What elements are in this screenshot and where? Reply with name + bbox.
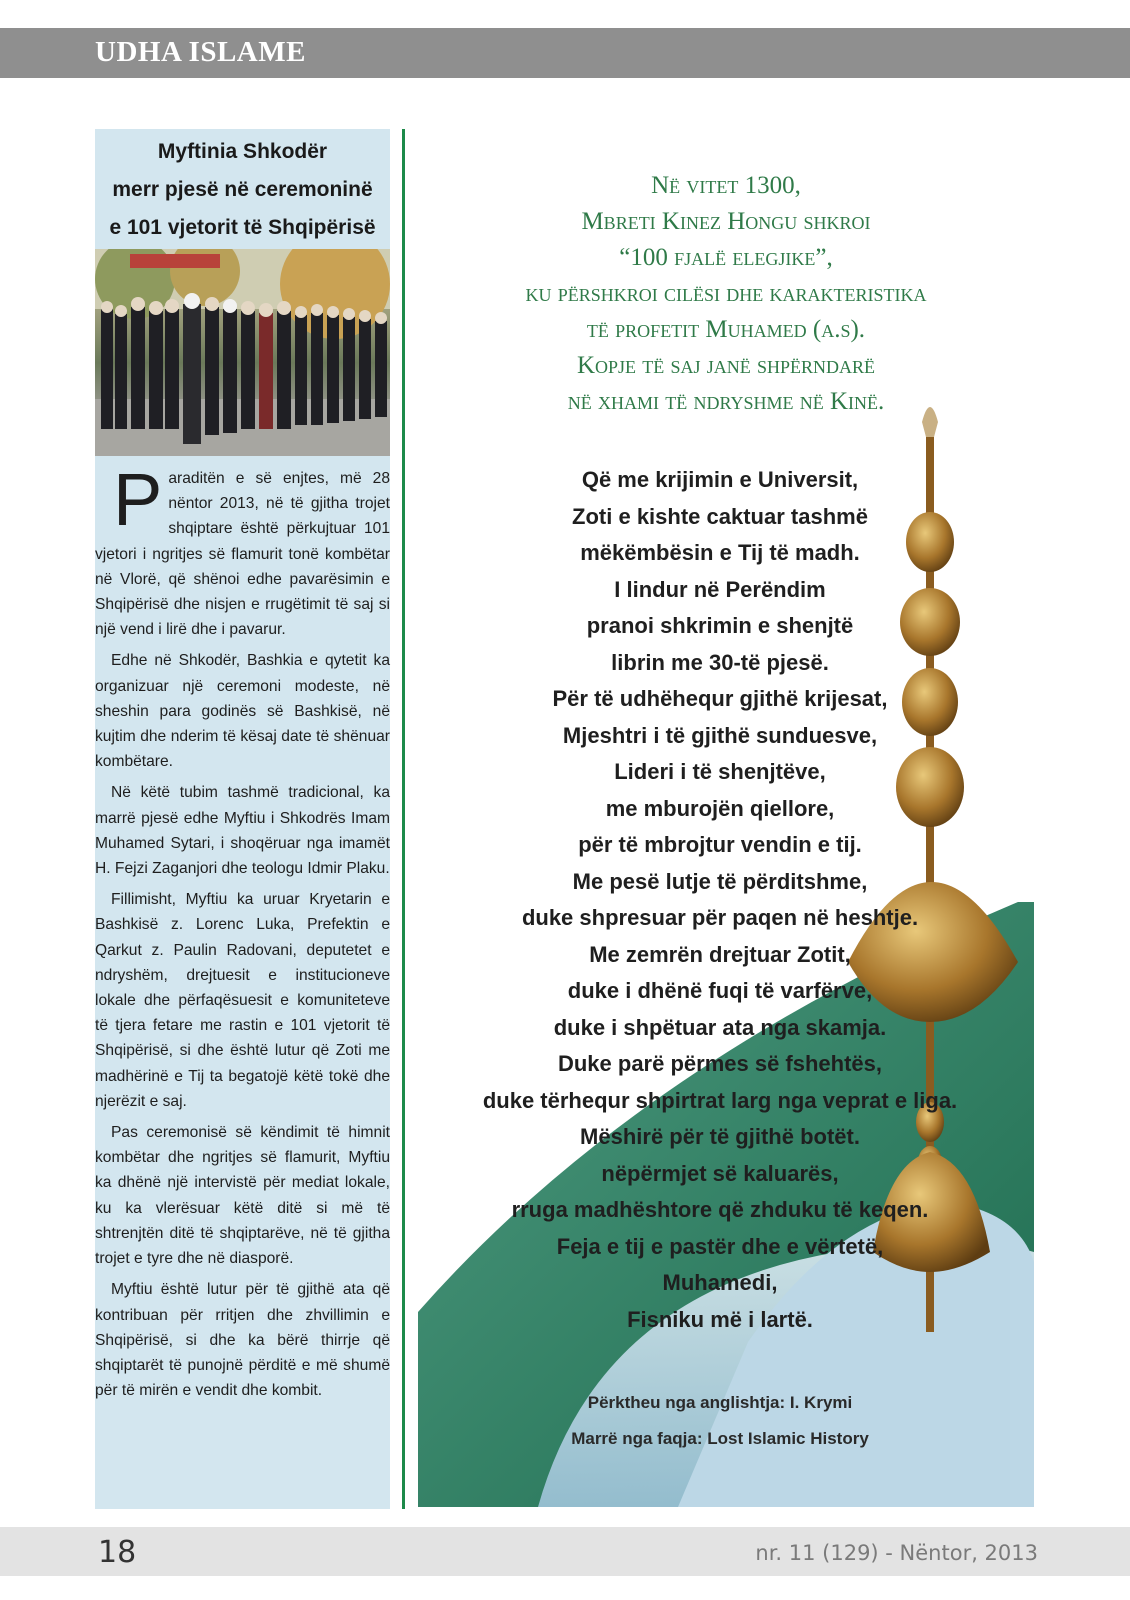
heading-line: Mbreti Kinez Hongu shkroi — [581, 208, 871, 235]
poem-line: Me zemrën drejtuar Zotit, — [589, 941, 851, 967]
translator-credit: Përktheu nga anglishtja: I. Krymi — [587, 1393, 853, 1412]
poem-line: me mburojën qiellore, — [605, 795, 835, 821]
poem-line: Për të udhëhequr gjithë krijesat, — [552, 686, 888, 711]
drop-cap: P — [113, 458, 163, 541]
poem-line: Mëshirë për të gjithë botët. — [580, 1124, 860, 1149]
article-paragraph: Pas ceremonisë së këndimit të himnit kombëtar dhe ngritjes së flamurit, Myftiu ka dhënë një intervistë për mediat lokale, ku ka vlerësuar këtë ditë si më të shtrenjtën ditë të shqiptarëve, në të gjitha trojet e tyre dhe në diasporë. — [95, 1124, 390, 1268]
ceremony-photo — [95, 249, 390, 456]
poem-line: Fisniku më i lartë. — [627, 1306, 813, 1332]
poem-line: Zoti e kishte caktuar tashmë — [572, 503, 868, 529]
article-column — [95, 129, 390, 1509]
article-paragraph: Edhe në Shkodër, Bashkia e qytetit ka organizuar një ceremoni modeste, në sheshin para godinës së Bashkisë, në kujtim dhe nderim të kësaj date të shënuar kombëtare. — [95, 652, 390, 771]
heading-line: ku përshkroi cilësi dhe karakteristika — [525, 280, 927, 307]
article-title-line: merr pjesë në ceremoninë — [112, 178, 373, 201]
article-paragraph: Fillimisht, Myftiu ka uruar Kryetarin e Bashkisë z. Lorenc Luka, Prefektin e Qarkut z. Paulin Radovani, deputetet e ndryshëm, drejtuesit e institucioneve lokale dhe përfaqësuesit e komuniteteve të tjera fetare me rastin e 101 vjetorit të Shqipërisë, si dhe është lutur që Zoti me madhërinë e Tij ta begatojë këtë tokë dhe njerëzit e saj. — [95, 891, 390, 1110]
article-body — [95, 456, 390, 1403]
article-paragraph: Paraditën e së enjtes, më 28 nëntor 2013, në të gjitha trojet shqiptare është përkujtuar 101 vjetori i ngritjes së flamurit tonë kombëtar në Vlorë, që shënoi edhe pavarësimin e Shqipërisë dhe nisjen e rrugëtimit të saj si një vend i lirë dhe i pavarur. — [95, 458, 390, 639]
issue-info: nr. 11 (129) - Nëntor, 2013 — [755, 1541, 1038, 1565]
article-title — [95, 129, 390, 247]
header-bar — [0, 28, 1130, 78]
article-paragraph: Myftiu është lutur për të gjithë ata që kontribuan për rritjen dhe zhvillimin e Shqipërisë, si dhe ka bërë thirrje që shqiptarët të punojnë përditë e më shumë për të mirën e vendit dhe kombit. — [95, 1281, 390, 1400]
heading-line: “100 fjalë elegjike”, — [619, 244, 833, 271]
poem-line: rruga madhështore që zhduku të keqen. — [511, 1197, 929, 1222]
heading-line: në xhami të ndryshme në Kinë. — [567, 388, 885, 415]
source-credit: Marrë nga faqja: Lost Islamic History — [571, 1429, 869, 1448]
heading-line: Kopje të saj janë shpërndarë — [576, 352, 876, 379]
poem-line: Mjeshtri i të gjithë sunduesve, — [562, 722, 878, 748]
heading-line: Në vitet 1300, — [651, 172, 801, 199]
poem-line: për të mbrojtur vendin e tij. — [578, 832, 862, 857]
page-number: 18 — [98, 1535, 137, 1570]
credits — [460, 1385, 980, 1457]
poem-line: duke i shpëtuar ata nga skamja. — [553, 1014, 887, 1040]
poem-line: Lideri i të shenjtëve, — [614, 759, 826, 784]
poem-line: Që me krijimin e Universit, — [581, 467, 859, 492]
article-title-line: Myftinia Shkodër — [157, 140, 328, 163]
magazine-title: UDHA ISLAME — [95, 36, 306, 68]
poem-line: Feja e tij e pastër dhe e vërtetë, — [556, 1233, 884, 1259]
ceremony-photo-illustration — [95, 249, 390, 456]
poem-line: duke shpresuar për paqen në heshtje. — [521, 905, 919, 930]
article-paragraph: Në këtë tubim tashmë tradicional, ka marrë pjesë edhe Myftiu i Shkodrës Imam Muhamed Sytari, i shoqëruar nga imamët H. Fejzi Zaganjori dhe teologu Idmir Plaku. — [95, 784, 390, 878]
poem-line: pranoi shkrimin e shenjtë — [586, 613, 854, 638]
poem-line: Me pesë lutje të përditshme, — [572, 868, 868, 894]
article-title-line: e 101 vjetorit të Shqipërisë — [109, 216, 376, 239]
poem-line: nëpërmjet së kaluarës, — [601, 1160, 839, 1186]
poem-line: librin me 30-të pjesë. — [611, 649, 829, 675]
poem-line: mëkëmbësin e Tij të madh. — [580, 540, 860, 565]
poem-line: Muhamedi, — [662, 1270, 778, 1295]
poem-line: duke tërhequr shpirtrat larg nga veprat e liga. — [482, 1087, 958, 1113]
poem-line: I lindur në Perëndim — [614, 576, 826, 602]
column-divider — [402, 129, 405, 1509]
poem-introduction-heading — [418, 168, 1034, 420]
heading-line: të profetit Muhamed (a.s). — [586, 316, 866, 343]
poem-text — [460, 462, 980, 1338]
footer-bar — [0, 1527, 1130, 1576]
poem-line: duke i dhënë fuqi të varfërve, — [567, 978, 873, 1003]
poem-line: Duke parë përmes së fshehtës, — [557, 1051, 883, 1076]
